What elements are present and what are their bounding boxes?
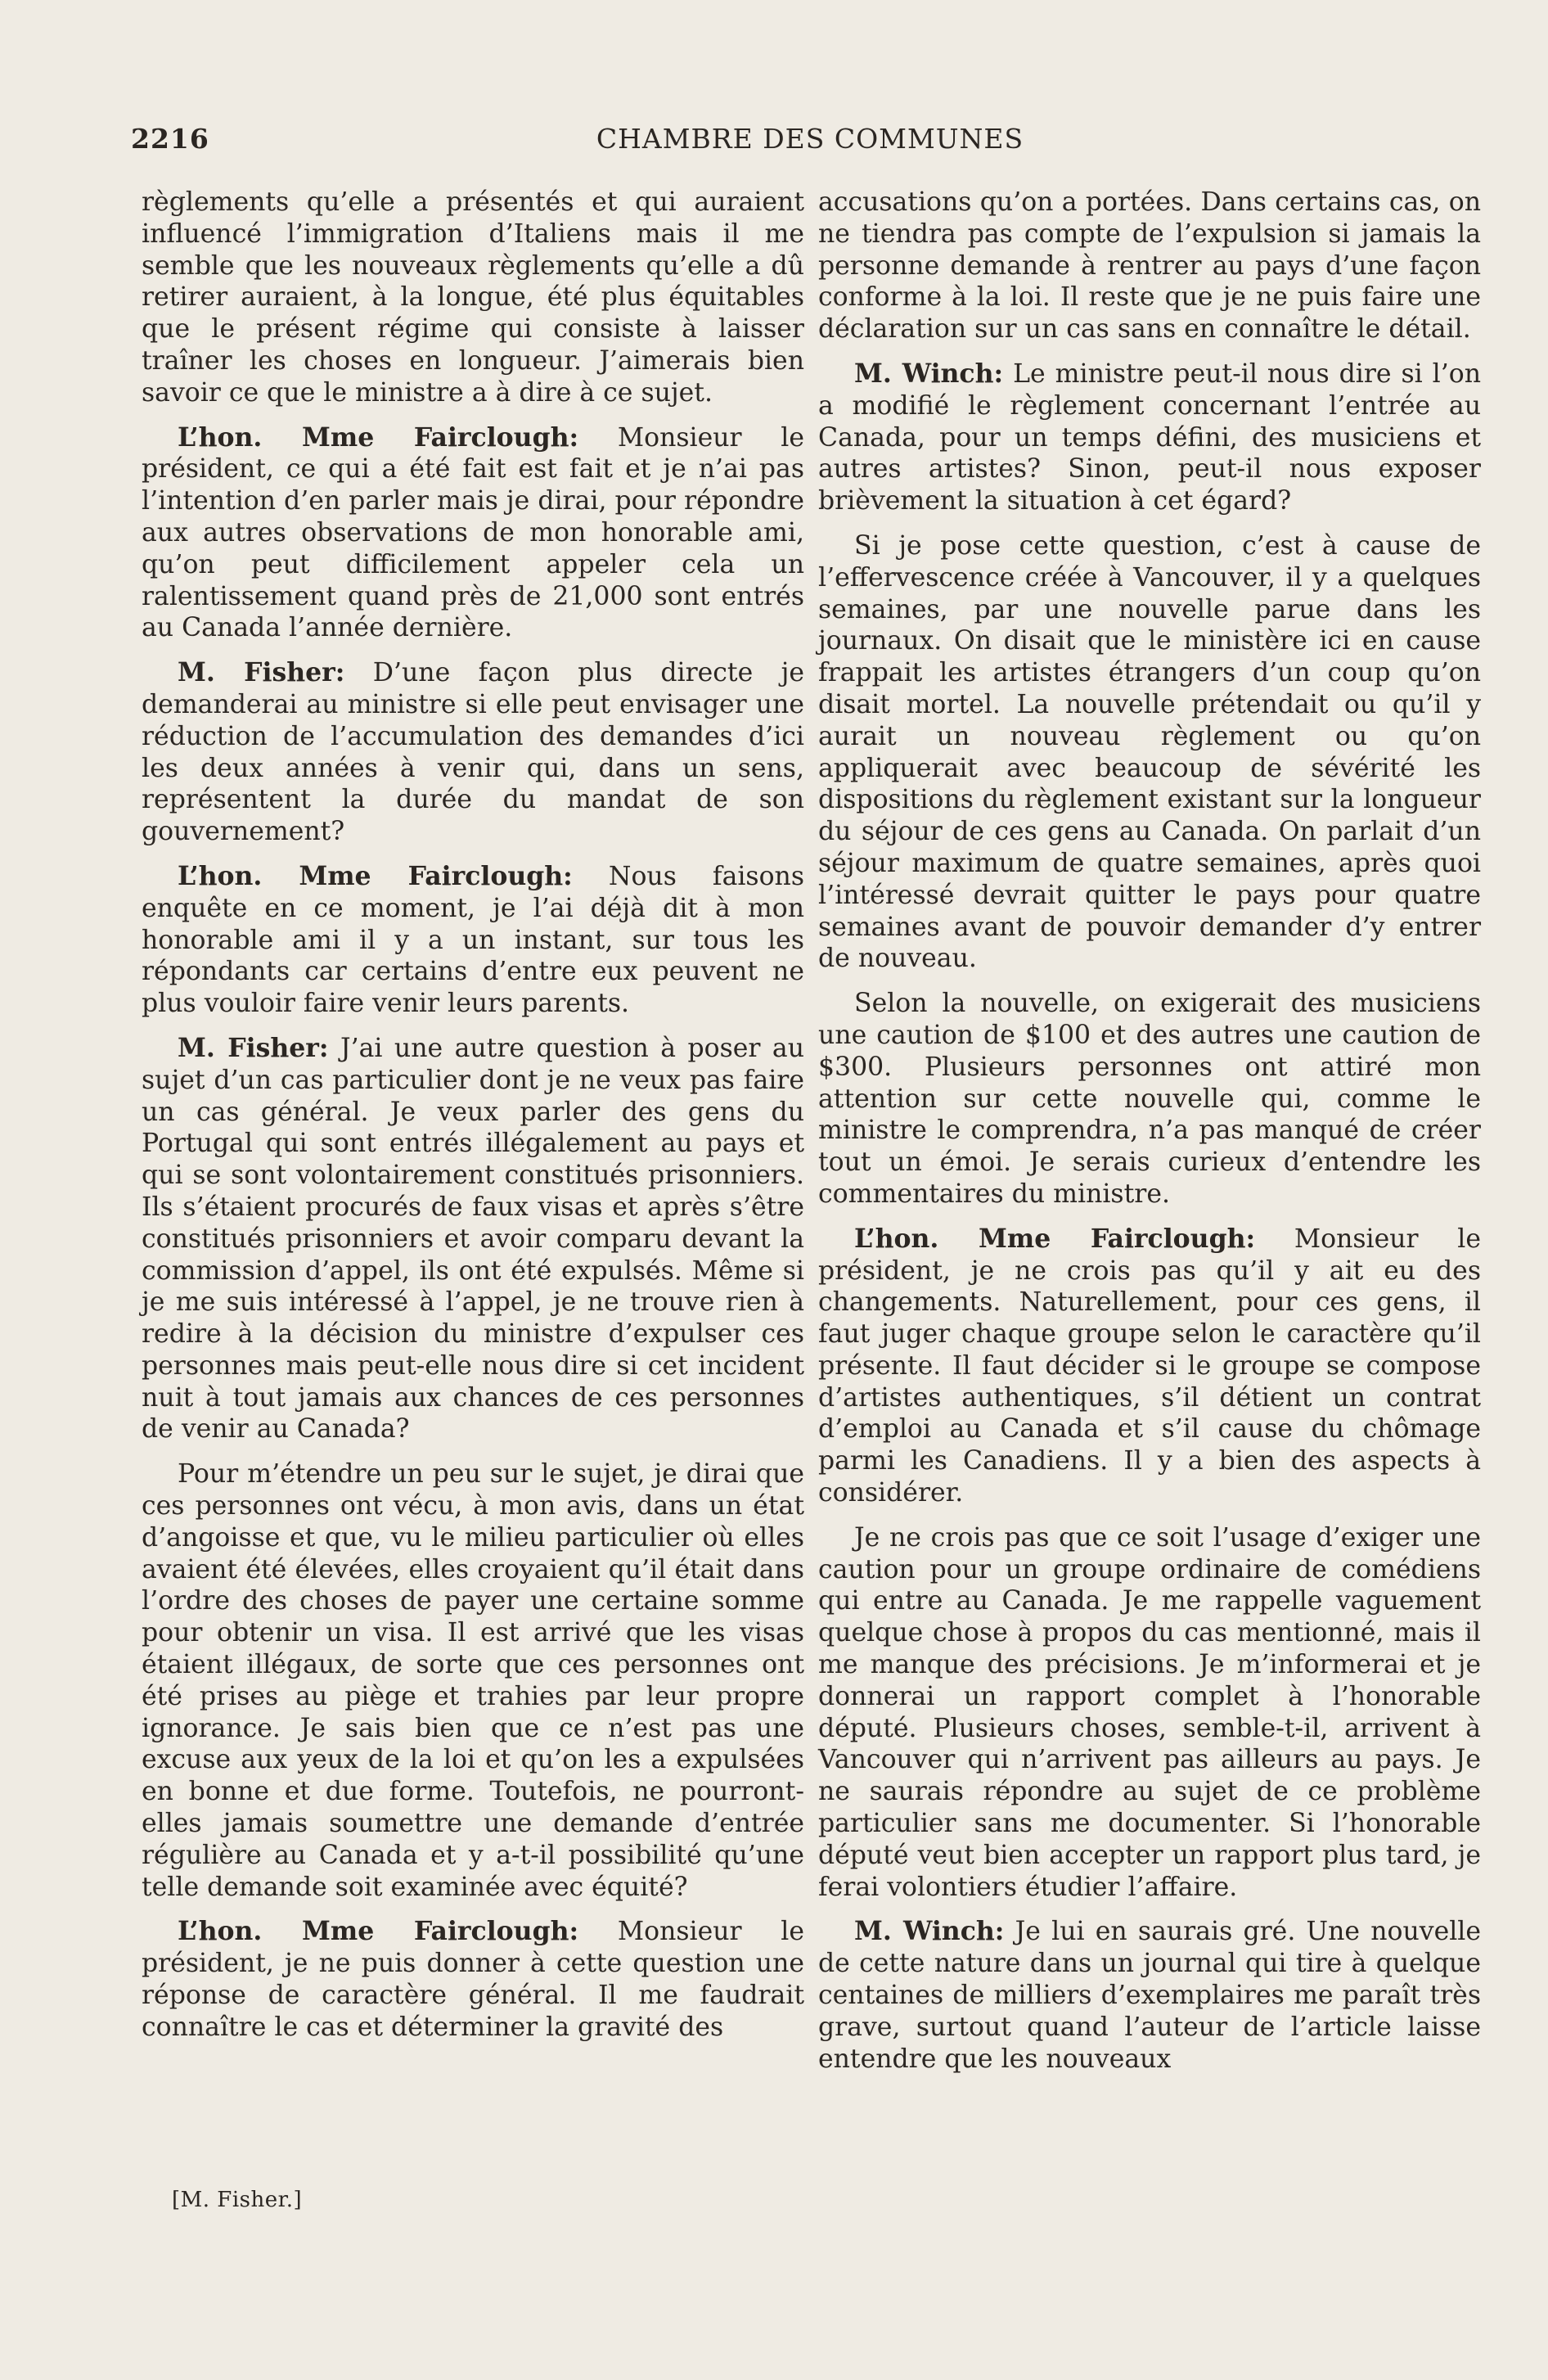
paragraph-text: Selon la nouvelle, on exigerait des musiciens une caution de $100 et des autres une caution de $300. Plusieurs personnes ont attiré mon attention sur cette nouvelle qui, comme le ministre le comprendra, n’a pas manqué de créer tout un émoi. Je serais curieux d’entendre les commentaires du ministre.: [818, 989, 1481, 1209]
paragraph-text: Je ne crois pas que ce soit l’usage d’exiger une caution pour un groupe ordinaire de comédiens qui entre au Canada. Je me rappelle vaguement quelque chose à propos du cas mentionné, mais il me manque des précisions. Je m’informerai et je donnerai un rapport complet à l’honorable député. Plusieurs choses, semble-t-il, arrivent à Vancouver qui n’arrivent pas ailleurs au pays. Je ne saurais répondre au sujet de ce problème particulier sans me documenter. Si l’honorable député veut bien accepter un rapport plus tard, je ferai volontiers étudier l’affaire.: [818, 1522, 1481, 1902]
paragraph: [818, 530, 1481, 975]
speaker-name: L’hon. Mme Fairclough:: [178, 421, 579, 453]
page-header: [131, 123, 1489, 164]
paragraph: [818, 358, 1481, 517]
right-column: [818, 187, 1481, 2088]
paragraph-text: Je lui en saurais gré. Une nouvelle de cette nature dans un journal qui tire à quelque centaines de milliers d’exemplaires me paraît très grave, surtout quand l’auteur de l’article laisse entendre que les nouveaux: [818, 1917, 1482, 2074]
paragraph: [818, 1916, 1481, 2075]
footer-note: [M. Fisher.]: [172, 2188, 303, 2212]
left-column: [142, 187, 804, 2057]
paragraph: [142, 1916, 804, 2043]
paragraph: [142, 187, 804, 409]
paragraph: [818, 1224, 1481, 1509]
speaker-name: L’hon. Mme Fairclough:: [178, 1916, 579, 1947]
speaker-name: L’hon. Mme Fairclough:: [178, 860, 573, 891]
paragraph: [142, 657, 804, 848]
paragraph: [142, 861, 804, 1020]
paragraph-text: Si je pose cette question, c’est à cause de l’effervescence créée à Vancouver, il y a quelques semaines, par une nouvelle parue dans les journaux. On disait que le ministère ici en cause frappait les artistes étrangers d’un coup qu’on disait mortel. La nouvelle prétendait ou qu’il y aurait un nouveau règlement ou qu’on appliquerait avec beaucoup de sévérité les dispositions du règlement existant sur la longueur du séjour de ces gens au Canada. On parlait d’un séjour maximum de quatre semaines, après quoi l’intéressé devrait quitter le pays pour quatre semaines avant de pouvoir demander d’y entrer de nouveau.: [818, 530, 1481, 974]
paragraph: [142, 422, 804, 645]
paragraph-text: Le ministre peut-il nous dire si l’on a modifié le règlement concernant l’entrée au Canada, pour un temps défini, des musiciens et autres artistes? Sinon, peut-il nous exposer brièvement la situation à cet égard?: [818, 358, 1482, 516]
speaker-name: M. Winch:: [854, 1916, 1005, 1947]
speaker-name: M. Fisher:: [178, 657, 345, 688]
speaker-name: M. Fisher:: [178, 1032, 329, 1063]
speaker-name: L’hon. Mme Fairclough:: [854, 1223, 1256, 1254]
paragraph-text: Nous faisons enquête en ce moment, je l’ai déjà dit à mon honorable ami il y a un instant, sur tous les répondants car certains d’entre eux peuvent ne plus vouloir faire venir leurs parents.: [142, 861, 804, 1019]
speaker-name: M. Winch:: [854, 358, 1004, 389]
paragraph-text: J’ai une autre question à poser au sujet d’un cas particulier dont je ne veux pas faire un cas général. Je veux parler des gens du Portugal qui sont entrés illégalement au pays et qui se sont volontairement constitués prisonniers. Ils s’étaient procurés de faux visas et après s’être constitués prisonniers et avoir comparu devant la commission d’appel, ils ont été expulsés. Même si je me suis intéressé à l’appel, je ne trouve rien à redire à la décision du ministre d’expulser ces personnes mais peut-elle nous dire si cet incident nuit à tout jamais aux chances de ces personnes de venir au Canada?: [142, 1033, 804, 1445]
paragraph: [818, 1522, 1481, 1904]
paragraph-text: règlements qu’elle a présentés et qui auraient influencé l’immigration d’Italiens mais il me semble que les nouveaux règlements qu’elle a dû retirer auraient, à la longue, été plus équitables que le présent régime qui consiste à laisser traîner les choses en longueur. J’aimerais bien savoir ce que le ministre a à dire à ce sujet.: [142, 187, 804, 408]
paragraph: [142, 1033, 804, 1445]
paragraph-text: Monsieur le président, ce qui a été fait est fait et je n’ai pas l’intention d’en parler mais je dirai, pour répondre aux autres observations de mon honorable ami, qu’on peut difficilement appeler cela un ralentissement quand près de 21,000 sont entrés au Canada l’année dernière.: [142, 422, 804, 643]
paragraph: [818, 988, 1481, 1210]
paragraph-text: Monsieur le président, je ne puis donner à cette question une réponse de caractère général. Il me faudrait connaître le cas et déterminer la gravité des: [142, 1917, 804, 2042]
paragraph-text: D’une façon plus directe je demanderai au ministre si elle peut envisager une réduction de l’accumulation des demandes d’ici les deux années à venir qui, dans un sens, représentent la durée du mandat de son gouvernement?: [142, 658, 804, 847]
paragraph: [142, 1458, 804, 1903]
running-title: CHAMBRE DES COMMUNES: [596, 123, 1024, 155]
paragraph-text: Pour m’étendre un peu sur le sujet, je dirai que ces personnes ont vécu, à mon avis, dans un état d’angoisse et que, vu le milieu particulier où elles avaient été élevées, elles croyaient qu’il était dans l’ordre des choses de payer une certaine somme pour obtenir un visa. Il est arrivé que les visas étaient illégaux, de sorte que ces personnes ont été prises au piège et trahies par leur propre ignorance. Je sais bien que ce n’est pas une excuse aux yeux de la loi et qu’on les a expulsées en bonne et due forme. Toutefois, ne pourront-elles jamais soumettre une demande d’entrée régulière au Canada et y a-t-il possibilité qu’une telle demande soit examinée avec équité?: [142, 1459, 804, 1902]
paragraph-text: accusations qu’on a portées. Dans certains cas, on ne tiendra pas compte de l’expulsion si jamais la personne demande à rentrer au pays d’une façon conforme à la loi. Il reste que je ne puis faire une déclaration sur un cas sans en connaître le détail.: [818, 187, 1481, 345]
page-number: 2216: [131, 123, 209, 155]
paragraph-text: Monsieur le président, je ne crois pas qu’il y ait eu des changements. Naturellement, pour ces gens, il faut juger chaque groupe selon le caractère qu’il présente. Il faut décider si le groupe se compose d’artistes authentiques, s’il détient un contrat d’emploi au Canada et s’il cause du chômage parmi les Canadiens. Il y a bien des aspects à considérer.: [818, 1224, 1481, 1508]
paragraph: [818, 187, 1481, 345]
